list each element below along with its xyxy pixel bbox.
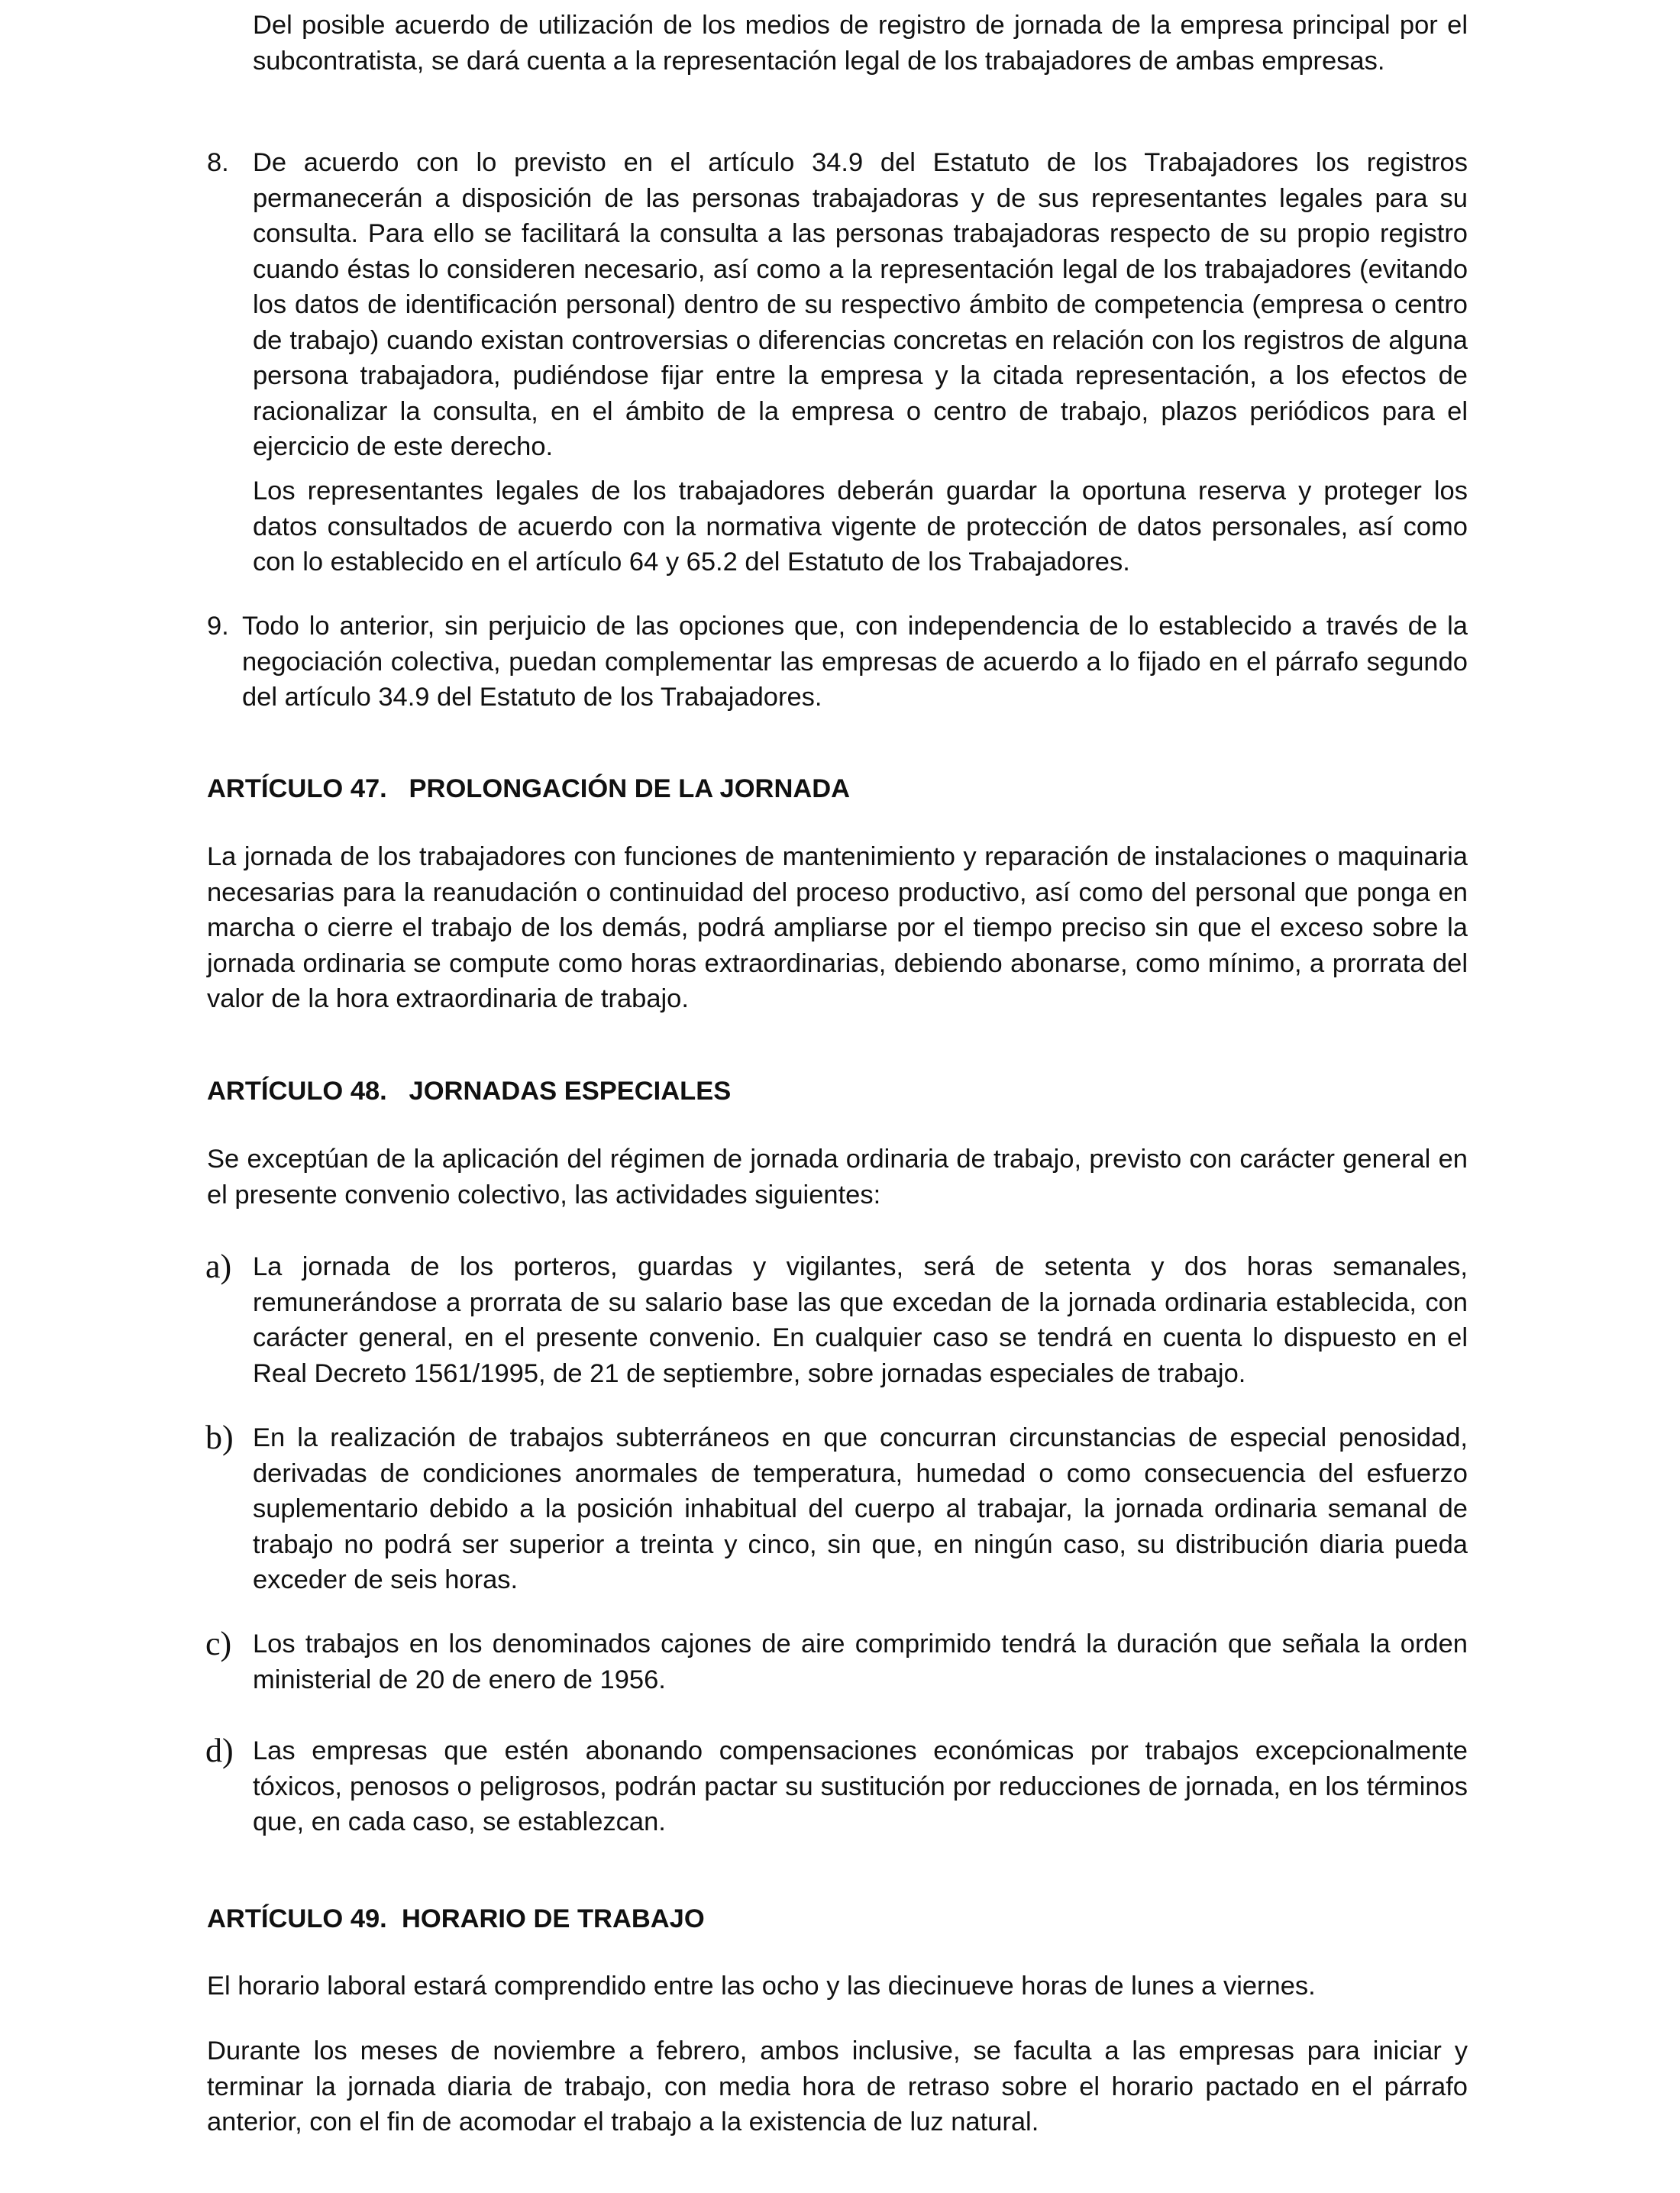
item-d-paragraph: Las empresas que estén abonando compensaciones económicas por trabajos excepcionalmente tóxicos, penosos o peligrosos, podrán pactar su sustitución por reducciones de jornada, en los términos que, en cada caso, se establezcan. xyxy=(253,1736,1468,1836)
intro-paragraph: Del posible acuerdo de utilización de los medios de registro de jornada de la empresa principal por el subcontratista, se dará cuenta a la representación legal de los trabajadores de ambas empresas. xyxy=(253,11,1468,76)
article-47-paragraph: La jornada de los trabajadores con funciones de mantenimiento y reparación de instalaciones o maquinaria necesarias para la reanudación o continuidad del proceso productivo, así como del personal que ponga en marcha o cierre el trabajo de los demás, podrá ampliarse por el tiempo preciso sin que el exceso sobre la jornada ordinaria se compute como horas extraordinarias, debiendo abonarse, como mínimo, a prorrata del valor de la hora extraordinaria de trabajo. xyxy=(207,842,1468,1013)
item-letter-d: d) xyxy=(205,1732,234,1769)
article-47-heading: ARTÍCULO 47. PROLONGACIÓN DE LA JORNADA xyxy=(207,774,851,803)
article-49-paragraph-1: El horario laboral estará comprendido entre las ocho y las diecinueve horas de lunes a viernes. xyxy=(207,1972,1316,2001)
article-48-intro: Se exceptúan de la aplicación del régimen de jornada ordinaria de trabajo, previsto con carácter general en el presente convenio colectivo, las actividades siguientes: xyxy=(207,1145,1468,1210)
item-a-paragraph: La jornada de los porteros, guardas y vigilantes, será de setenta y dos horas semanales, remunerándose a prorrata de su salario base las que excedan de la jornada ordinaria establecida, con carácter general, en el presente convenio. En cualquier caso se tendrá en cuenta lo dispuesto en el Real Decreto 1561/1995, de 21 de septiembre, sobre jornadas especiales de trabajo. xyxy=(253,1252,1468,1388)
article-49-paragraph-2: Durante los meses de noviembre a febrero, ambos inclusive, se faculta a las empresas para iniciar y terminar la jornada diaria de trabajo, con media hora de retraso sobre el horario pactado en el párrafo anterior, con el fin de acomodar el trabajo a la existencia de luz natural. xyxy=(207,2036,1468,2136)
item-letter-c: c) xyxy=(205,1625,232,1662)
item-letter-a: a) xyxy=(205,1248,232,1285)
item-8-paragraph-2: Los representantes legales de los trabajadores deberán guardar la oportuna reserva y proteger los datos consultados de acuerdo con la normativa vigente de protección de datos personales, así como con lo establecido en el artículo 64 y 65.2 del Estatuto de los Trabajadores. xyxy=(253,476,1468,577)
item-8-paragraph: De acuerdo con lo previsto en el artículo 34.9 del Estatuto de los Trabajadores los registros permanecerán a disposición de las personas trabajadoras y de sus representantes legales para su consulta. Para ello se facilitará la consulta a las personas trabajadoras respecto de su propio registro cuando éstas lo consideren necesario, así como a la representación legal de los trabajadores (evitando los datos de identificación personal) dentro de su respectivo ámbito de competencia (empresa o centro de trabajo) cuando existan controversias o diferencias concretas en relación con los registros de alguna persona trabajadora, pudiéndose fijar entre la empresa y la citada representación, a los efectos de racionalizar la consulta, en el ámbito de la empresa o centro de trabajo, plazos periódicos para el ejercicio de este derecho. xyxy=(253,148,1468,461)
article-49-heading: ARTÍCULO 49. HORARIO DE TRABAJO xyxy=(207,1904,705,1933)
item-number-9: 9. xyxy=(207,612,229,641)
article-48-heading: ARTÍCULO 48. JORNADAS ESPECIALES xyxy=(207,1077,732,1106)
item-c-paragraph: Los trabajos en los denominados cajones de aire comprimido tendrá la duración que señala la orden ministerial de 20 de enero de 1956. xyxy=(253,1629,1468,1694)
item-b-paragraph: En la realización de trabajos subterráneos en que concurran circunstancias de especial penosidad, derivadas de condiciones anormales de temperatura, humedad o como consecuencia del esfuerzo suplementario debido a la posición inhabitual del cuerpo al trabajar, la jornada ordinaria semanal de trabajo no podrá ser superior a treinta y cinco, sin que, en ningún caso, su distribución diaria pueda exceder de seis horas. xyxy=(253,1423,1468,1594)
item-number-8: 8. xyxy=(207,148,229,177)
item-letter-b: b) xyxy=(205,1419,234,1456)
item-9-paragraph: Todo lo anterior, sin perjuicio de las opciones que, con independencia de lo establecido a través de la negociación colectiva, puedan complementar las empresas de acuerdo a lo fijado en el párrafo segundo del artículo 34.9 del Estatuto de los Trabajadores. xyxy=(242,612,1468,712)
